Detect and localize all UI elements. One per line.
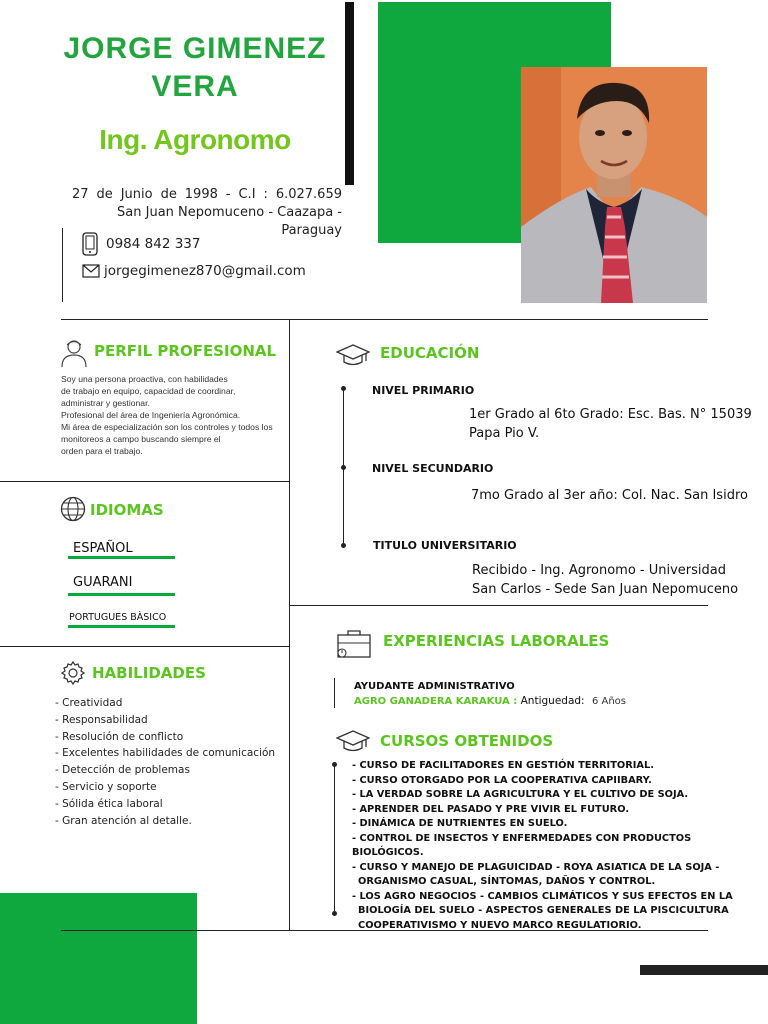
black-bar-bottom <box>640 965 768 975</box>
timeline-dot <box>332 762 337 767</box>
person-icon <box>58 336 90 372</box>
contact-divider <box>62 228 63 302</box>
perfil-heading: PERFIL PROFESIONAL <box>94 342 277 360</box>
perfil-text <box>61 373 286 457</box>
course-item: - LOS AGRO NEGOCIOS - CAMBIOS CLIMÁTICOS Y SUS EFECTOS EN LA <box>352 890 733 902</box>
personal-info <box>60 186 342 240</box>
language-bar-portugues <box>68 625 175 628</box>
language-bar-espanol <box>68 556 175 559</box>
edu-detail-primario <box>469 405 752 443</box>
skill-item: - Responsabilidad <box>55 713 148 726</box>
location: San Juan Nepomuceno - Caazapa - Paraguay <box>117 205 342 238</box>
gear-icon <box>60 660 86 690</box>
graduation-cap-icon <box>336 344 370 370</box>
timeline-dot <box>341 465 346 470</box>
perfil-line: Mi área de especialización son los controles y todos los <box>61 422 273 432</box>
idiomas-heading: IDIOMAS <box>90 501 164 519</box>
course-item: - CURSO Y MANEJO DE PLAGUICIDAD - ROYA ASIATICA DE LA SOJA - <box>352 861 720 873</box>
language-guarani: GUARANI <box>73 575 133 590</box>
skill-item: - Gran atención al detalle. <box>55 814 192 827</box>
email-icon <box>82 263 100 282</box>
divider-column <box>289 319 290 930</box>
name-line-1: JORGE GIMENEZ <box>63 32 327 65</box>
skill-item: - Detección de problemas <box>55 764 190 777</box>
course-item: BIOLOGÍA DEL SUELO - ASPECTOS GENERALES DE LA PISCICULTURA <box>358 905 729 916</box>
experience-company: AGRO GANADERA KARAKUA : <box>354 696 518 707</box>
course-item: - DINÁMICA DE NUTRIENTES EN SUELO. <box>352 818 568 829</box>
divider-main-top <box>61 319 708 320</box>
phone-number[interactable]: 0984 842 337 <box>106 236 201 252</box>
perfil-line: orden para el trabajo. <box>61 446 143 456</box>
skill-item: - Sólida ética laboral <box>55 797 163 810</box>
language-espanol: ESPAÑOL <box>73 541 133 556</box>
experience-company-line <box>354 695 626 707</box>
habilidades-heading: HABILIDADES <box>92 664 206 682</box>
course-item: ORGANISMO CASUAL, SÍNTOMAS, DAÑOS Y CONTROL. <box>358 876 656 887</box>
course-item: - CONTROL DE INSECTOS Y ENFERMEDADES CON PRODUCTOS BIOLÓGICOS. <box>352 832 692 858</box>
divider-left-1 <box>0 481 289 482</box>
educacion-heading: EDUCACIÓN <box>380 344 480 362</box>
name-line-2: VERA <box>151 70 239 103</box>
divider-right-1 <box>289 605 708 606</box>
birth-id: 27 de Junio de 1998 - C.I : 6.027.659 <box>72 187 342 202</box>
edu-detail-secundario: 7mo Grado al 3er año: Col. Nac. San Isidro <box>471 488 748 503</box>
edu-level-primario: NIVEL PRIMARIO <box>372 384 475 397</box>
experience-antiguedad-label: Antiguedad: <box>520 695 585 707</box>
phone-icon <box>80 232 100 260</box>
timeline-dot <box>341 543 346 548</box>
green-block-bottom <box>0 893 197 1024</box>
job-title: Ing. Agronomo <box>99 124 291 155</box>
edu-level-universitario: TITULO UNIVERSITARIO <box>373 539 517 552</box>
skill-item: - Excelentes habilidades de comunicación <box>55 747 276 760</box>
skill-item: - Servicio y soporte <box>55 780 157 793</box>
perfil-line: monitoreos a campo buscando siempre el <box>61 434 221 444</box>
courses-list <box>352 759 762 933</box>
experiencia-heading: EXPERIENCIAS LABORALES <box>383 632 610 650</box>
edu-line: Recibido - Ing. Agronomo - Universidad <box>472 563 727 578</box>
language-bar-guarani <box>68 593 175 596</box>
timeline-dot <box>341 386 346 391</box>
skills-list <box>55 695 285 829</box>
experience-timeline <box>334 678 335 708</box>
edu-level-secundario: NIVEL SECUNDARIO <box>372 462 494 475</box>
full-name <box>30 30 360 106</box>
experience-antiguedad-value: 6 Años <box>591 696 626 707</box>
globe-icon <box>60 496 86 526</box>
perfil-line: Profesional del área de Ingeniería Agronómica. <box>61 410 241 420</box>
skill-item: - Creatividad <box>55 697 123 709</box>
edu-detail-universitario <box>472 561 738 599</box>
language-portugues: PORTUGUES BÀSICO <box>69 612 167 623</box>
course-item: - APRENDER DEL PASADO Y PRE VIVIR EL FUTURO. <box>352 803 630 815</box>
course-item: - LA VERDAD SOBRE LA AGRICULTURA Y EL CULTIVO DE SOJA. <box>352 789 689 800</box>
experience-role: AYUDANTE ADMINISTRATIVO <box>354 681 515 692</box>
email-address[interactable]: jorgegimenez870@gmail.com <box>104 263 306 279</box>
perfil-line: Soy una persona proactiva, con habilidades <box>61 374 228 384</box>
skill-item: - Resolución de conflicto <box>55 730 184 743</box>
divider-left-2 <box>0 646 289 647</box>
course-item: COOPERATIVISMO Y NUEVO MARCO REGULATIORIO. <box>358 919 642 931</box>
course-item: - CURSO OTORGADO POR LA COOPERATIVA CAPIIBARY. <box>352 774 652 786</box>
perfil-line: administrar y gestionar. <box>61 398 150 408</box>
briefcase-icon <box>334 629 374 663</box>
course-item: - CURSO DE FACILITADORES EN GESTIÓN TERRITORIAL. <box>352 760 654 771</box>
timeline-dot <box>332 911 337 916</box>
edu-line: San Carlos - Sede San Juan Nepomuceno <box>472 582 739 597</box>
profile-photo <box>521 67 707 303</box>
courses-timeline <box>334 762 335 914</box>
edu-line: Papa Pio V. <box>469 426 540 441</box>
perfil-line: de trabajo en equipo, capacidad de coordinar, <box>61 386 236 396</box>
cursos-heading: CURSOS OBTENIDOS <box>380 732 554 750</box>
graduation-cap-icon <box>336 730 370 756</box>
edu-line: 1er Grado al 6to Grado: Esc. Bas. N° 15039 <box>469 407 752 422</box>
